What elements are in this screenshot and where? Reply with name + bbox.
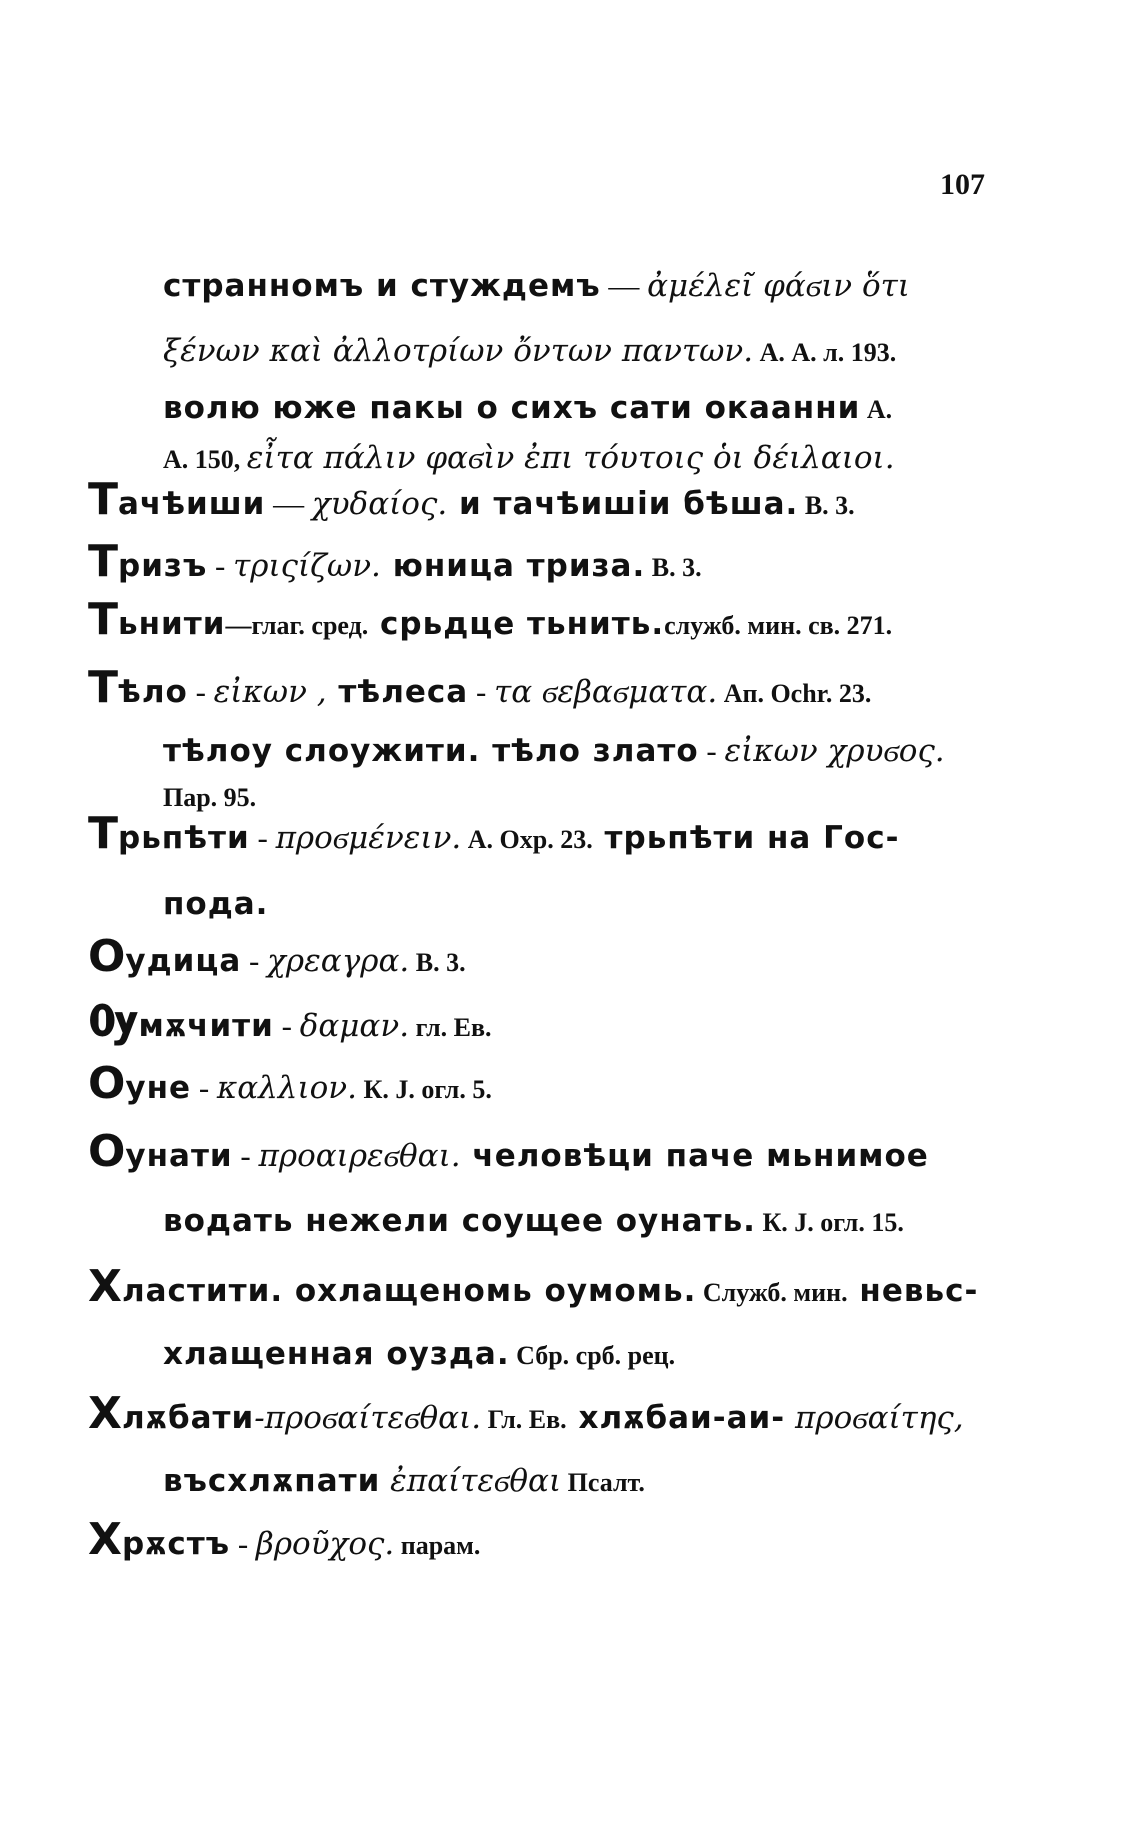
slav-text: ьнити [118,606,226,642]
greek-text: καλλιον. [216,1070,357,1106]
slav-text: въсхлѫпати [163,1463,381,1499]
text-line [88,1514,481,1565]
page-number: 107 [940,168,985,201]
abbr-text: Псалт. [561,1468,645,1497]
slav-text: удица [125,943,242,979]
initial-letter: Т [88,808,119,859]
slav-text: унати [125,1138,233,1174]
abbr-text: А. 150, [163,445,247,474]
plain-text: - [273,1008,300,1043]
abbr-text: К. J. огл. 15. [755,1208,904,1237]
abbr-text: А. Охр. 23. [461,825,593,854]
text-line [163,1205,904,1237]
plain-text: - [230,1526,256,1561]
greek-text: ἐπαίτεϭθαι [380,1463,562,1499]
slav-text: юница триза. [380,548,646,584]
text-line [88,808,900,859]
greek-text: εἶτα πάλιν φαϭὶν ἐπι τόυτοις ὁι δέιλαιοι. [246,440,895,476]
greek-text: τριςίζων. [233,548,381,584]
text-line [88,1058,492,1109]
greek-text: -προϭαίτεϭθαι. [254,1400,482,1436]
initial-letter: Х [88,1388,122,1439]
slav-text: рѫстъ [121,1526,231,1562]
plain-text: — [265,486,312,521]
plain-text: - [468,674,495,709]
slav-text: трьпѣти на Гос- [592,820,900,856]
text-line [88,474,855,525]
plain-text: - [241,943,268,978]
greek-text: τα ϭεβαϭματα. [494,674,718,710]
abbr-text: Гл. Ев. [481,1405,567,1434]
slav-text: тѣлоу слоужити. тѣло злато [163,733,699,769]
abbr-text: Служб. мин. [696,1278,848,1307]
greek-text: εἰκων , [213,674,327,710]
greek-text: δαμαν. [299,1008,410,1044]
slav-text: ѣло [118,674,188,710]
slav-text: ачѣиши [118,486,266,522]
greek-text: βροῦχος. [255,1526,395,1562]
slav-text: волю юже пакы о сихъ сати окаанни [163,390,861,426]
text-line [88,594,893,645]
initial-letter: Х [88,1261,122,1312]
greek-text: προϭμένειν. [275,820,462,856]
initial-letter: О [88,1126,126,1177]
text-line [163,888,268,920]
abbr-text: А. А. л. 193. [753,338,897,367]
plain-text: - [187,674,214,709]
plain-text: - [191,1070,217,1105]
slav-text: и тачѣишіи бѣша. [447,486,799,522]
text-line [163,392,892,424]
text-line [88,931,466,982]
initial-letter: Ѹ [88,996,139,1047]
greek-text: εἰκων χρυϭος. [724,733,945,769]
slav-text: тѣлеса [326,674,469,710]
slav-text: невьс- [847,1273,979,1309]
plain-text: - [232,1138,259,1173]
text-line [88,662,872,713]
slav-text: хлащенная оузда. [163,1336,510,1372]
text-line [163,335,896,367]
greek-text: ἀμέλεῖ φάϭιν ὅτι [647,268,910,304]
text-line [88,536,702,587]
initial-letter: Т [88,662,119,713]
text-line [163,442,895,474]
slav-text: лѫбати [121,1400,255,1436]
initial-letter: О [88,1058,126,1109]
text-line [163,1338,675,1370]
greek-text: προϭαίτης, [785,1400,964,1436]
slav-text: странномъ и стуждемъ [163,268,601,304]
abbr-text: парам. [394,1531,481,1560]
plain-text: - [698,733,725,768]
plain-text: - [249,820,276,855]
greek-text: προαιρεϭθαι. [258,1138,461,1174]
slav-text: ризъ [118,548,208,584]
plain-text: - [207,548,234,583]
abbr-text: В. 3. [645,553,702,582]
abbr-text: Ап. Ochr. 23. [717,679,872,708]
slav-text: хлѫбаи-аи- [566,1400,786,1436]
greek-text: χρεαγρα. [267,943,410,979]
abbr-text: гл. Ев. [409,1013,492,1042]
greek-text: χυδαίος. [311,486,448,522]
text-line [88,1261,979,1312]
abbr-text: В. 3. [409,948,466,977]
slav-text: рьпѣти [118,820,250,856]
text-line [88,1126,929,1177]
text-line [163,270,910,302]
slav-text: водать нежели соущее оунать. [163,1203,756,1239]
abbr-text: А. [860,395,893,424]
abbr-text: —глаг. сред. [225,611,369,640]
initial-letter: Т [88,474,119,525]
slav-text: ластити. охлащеномь оумомь. [121,1273,697,1309]
slav-text: мѫчити [138,1008,274,1044]
slav-text: срьдце тьнить. [368,606,665,642]
slav-text: пода. [163,886,269,922]
text-line [163,780,256,811]
text-line [163,1465,645,1497]
initial-letter: О [88,931,126,982]
slav-text: уне [125,1070,192,1106]
abbr-text: К. J. огл. 5. [356,1075,492,1104]
abbr-text: служб. мин. св. 271. [664,611,893,640]
abbr-text: Сбр. срб. рец. [509,1341,676,1370]
text-line [88,1388,964,1439]
initial-letter: Х [88,1514,122,1565]
plain-text: — [600,268,648,303]
abbr-text: Пар. 95. [163,783,257,812]
slav-text: человѣци паче мьнимое [460,1138,929,1174]
greek-text: ξένων καὶ ἀλλοτρίων ὄντων παντων. [163,333,754,369]
abbr-text: В. 3. [798,491,855,520]
text-line [163,735,945,767]
text-line [88,996,492,1047]
initial-letter: Т [88,536,119,587]
initial-letter: Т [88,594,119,645]
